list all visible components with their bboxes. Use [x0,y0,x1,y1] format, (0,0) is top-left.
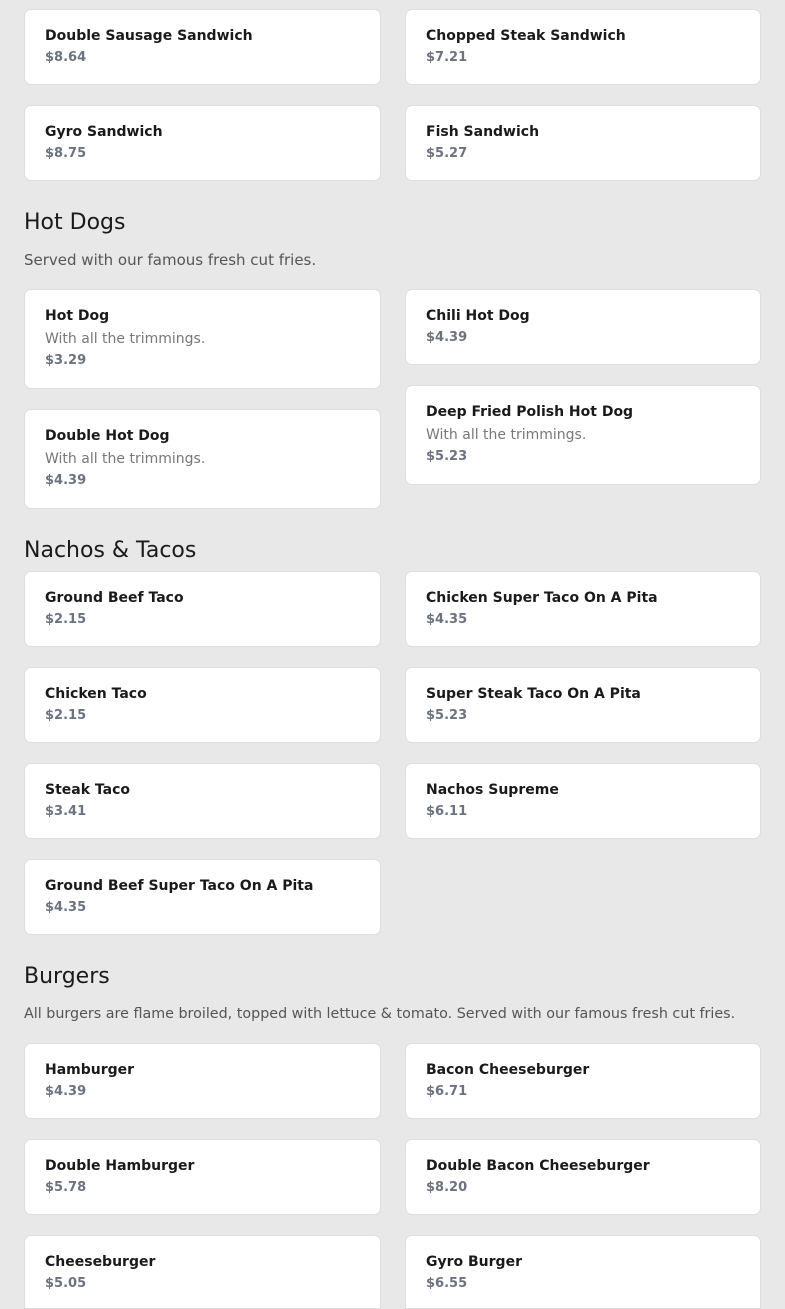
menu-item-description: With all the trimmings. [45,331,206,347]
menu-item-card[interactable] [24,9,381,85]
menu-item-price: $5.05 [45,1276,87,1291]
menu-item-card[interactable] [405,763,761,839]
menu-item-card[interactable] [24,1043,381,1119]
menu-item-price: $6.71 [426,1084,468,1099]
menu-item-price: $5.23 [426,708,468,723]
menu-item-price: $8.64 [45,50,87,65]
menu-item-price: $6.55 [426,1276,468,1291]
menu-item-name: Fish Sandwich [426,124,540,140]
menu-item-name: Chicken Taco [45,686,147,702]
menu-item-name: Double Hamburger [45,1158,195,1174]
menu-item-name: Cheeseburger [45,1254,156,1270]
section-title-hot-dogs: Hot Dogs [24,210,126,235]
menu-item-card[interactable] [24,859,381,935]
menu-item-name: Double Bacon Cheeseburger [426,1158,650,1174]
menu-item-card[interactable] [24,1139,381,1215]
menu-item-name: Hamburger [45,1062,135,1078]
section-description-burgers: All burgers are flame broiled, topped with lettuce & tomato. Served with our famous fresh cut fries. [24,1006,736,1022]
menu-item-price: $8.20 [426,1180,468,1195]
menu-item-card[interactable] [24,1235,381,1309]
menu-item-price: $8.75 [45,146,87,161]
menu-item-card[interactable] [405,1235,761,1309]
menu-item-name: Gyro Sandwich [45,124,163,140]
menu-item-card[interactable] [405,385,761,485]
menu-item-price: $6.11 [426,804,468,819]
menu-item-card[interactable] [405,571,761,647]
menu-item-price: $4.39 [45,473,87,488]
menu-item-name: Chicken Super Taco On A Pita [426,590,658,606]
menu-item-price: $7.21 [426,50,468,65]
menu-item-price: $2.15 [45,708,87,723]
menu-item-price: $5.23 [426,449,468,464]
menu-item-name: Hot Dog [45,308,110,324]
menu-item-name: Bacon Cheeseburger [426,1062,590,1078]
menu-item-name: Deep Fried Polish Hot Dog [426,404,634,420]
menu-item-card[interactable] [405,1139,761,1215]
menu-item-card[interactable] [405,667,761,743]
menu-item-name: Steak Taco [45,782,131,798]
menu-item-name: Ground Beef Super Taco On A Pita [45,878,314,894]
menu-item-price: $5.27 [426,146,468,161]
menu-item-price: $5.78 [45,1180,87,1195]
menu-item-name: Nachos Supreme [426,782,559,798]
section-title-burgers: Burgers [24,964,110,989]
menu-item-name: Double Hot Dog [45,428,170,444]
menu-item-name: Ground Beef Taco [45,590,184,606]
section-description-hot-dogs: Served with our famous fresh cut fries. [24,251,317,269]
section-title-nachos-tacos: Nachos & Tacos [24,538,197,563]
menu-item-card[interactable] [405,289,761,365]
menu-item-price: $2.15 [45,612,87,627]
menu-item-name: Chili Hot Dog [426,308,530,324]
menu-item-card[interactable] [24,763,381,839]
menu-item-name: Super Steak Taco On A Pita [426,686,641,702]
menu-item-name: Gyro Burger [426,1254,522,1270]
menu-item-name: Chopped Steak Sandwich [426,28,626,44]
menu-item-description: With all the trimmings. [426,427,587,443]
menu-item-price: $3.41 [45,804,87,819]
menu-item-description: With all the trimmings. [45,451,206,467]
menu-item-card[interactable] [405,105,761,181]
menu-item-card[interactable] [24,571,381,647]
menu-item-card[interactable] [24,289,381,389]
menu-item-card[interactable] [405,1043,761,1119]
menu-item-price: $3.29 [45,353,87,368]
menu-item-price: $4.35 [426,612,468,627]
menu-item-price: $4.35 [45,900,87,915]
menu-item-price: $4.39 [45,1084,87,1099]
menu-item-price: $4.39 [426,330,468,345]
menu-item-name: Double Sausage Sandwich [45,28,253,44]
menu-item-card[interactable] [24,409,381,509]
menu-item-card[interactable] [405,9,761,85]
menu-item-card[interactable] [24,667,381,743]
menu-item-card[interactable] [24,105,381,181]
